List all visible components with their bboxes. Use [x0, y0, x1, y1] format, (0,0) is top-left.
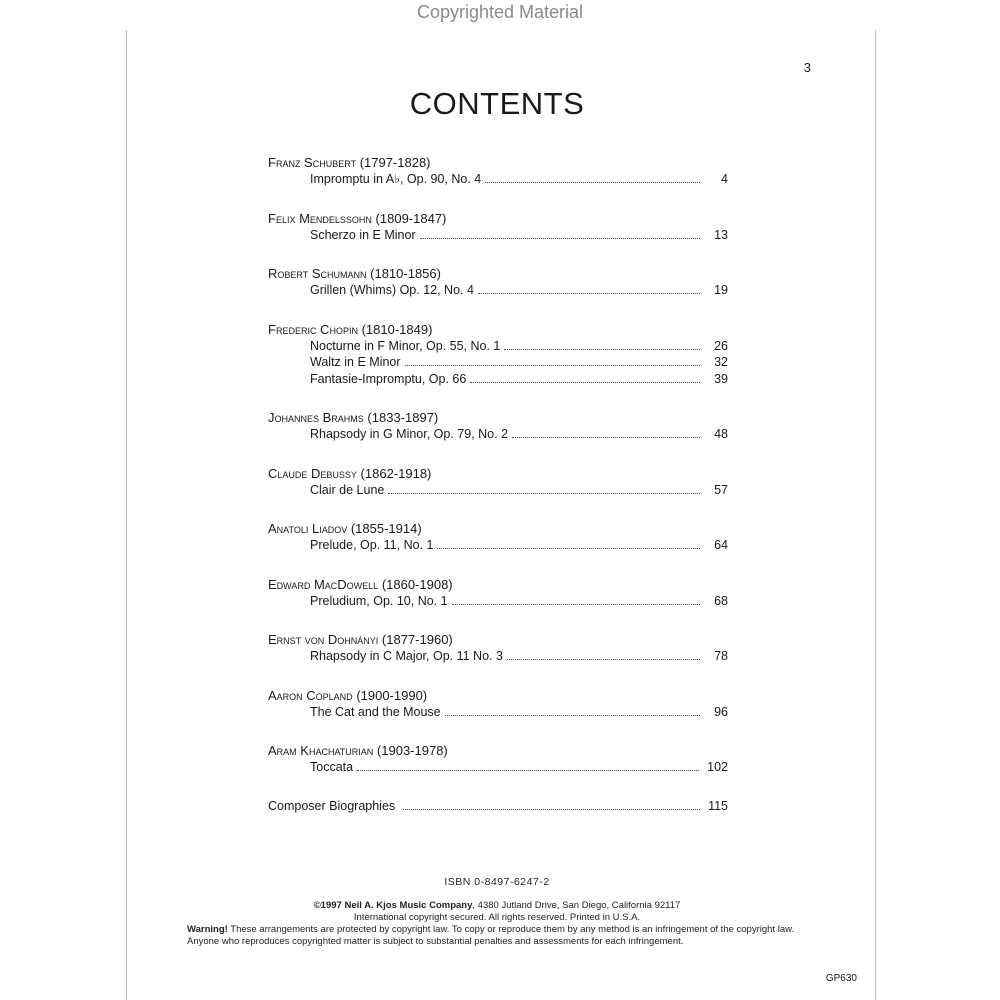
- warning-text: These arrangements are protected by copyright law. To copy or reproduce them by any method is an infringement of the copyright law. Anyone who reproduces copyrighted matter is subject to substantial penalties and assessments for each infringement.: [187, 924, 795, 947]
- composer-name: Robert Schumann: [268, 266, 367, 281]
- toc-entry[interactable]: [268, 354, 728, 371]
- entry-title: Grillen (Whims) Op. 12, No. 4: [310, 283, 474, 297]
- toc-entry-biographies[interactable]: [268, 798, 728, 815]
- toc-entry[interactable]: [268, 282, 728, 299]
- composer-name: Claude Debussy: [268, 465, 357, 481]
- dot-leader: [512, 437, 700, 438]
- toc-section: [268, 265, 728, 299]
- isbn: ISBN 0-8497-6247-2: [444, 876, 550, 888]
- composer-heading: [268, 465, 728, 482]
- composer-dates: (1833-1897): [367, 410, 439, 425]
- entry-title: Waltz in E Minor: [310, 355, 401, 369]
- entry-title: Impromptu in A♭, Op. 90, No. 4: [310, 172, 482, 186]
- page-title: CONTENTS: [409, 86, 585, 121]
- dot-leader: [485, 182, 700, 183]
- composer-dates: (1900-1990): [356, 687, 428, 703]
- entry-page: 32: [714, 355, 728, 369]
- toc-entry[interactable]: [268, 371, 728, 388]
- warning-label: Warning!: [187, 924, 228, 935]
- watermark: Copyrighted Material: [416, 2, 584, 22]
- warning-notice: [187, 924, 807, 948]
- composer-dates: (1903-1978): [376, 743, 448, 758]
- toc-section: [268, 687, 728, 721]
- entry-page: 96: [714, 704, 728, 719]
- entry-page: 64: [714, 538, 728, 552]
- entry-page: 4: [721, 172, 728, 186]
- dot-leader: [452, 604, 700, 605]
- dot-leader: [437, 548, 700, 549]
- dot-leader: [405, 365, 700, 366]
- dot-leader: [388, 493, 700, 494]
- entry-page: 13: [714, 227, 728, 242]
- composer-name: Franz Schubert: [268, 155, 357, 170]
- document-page: [126, 30, 876, 1000]
- toc-entry[interactable]: [268, 227, 728, 244]
- copyright-publisher: ©1997 Neil A. Kjos Music Company: [313, 900, 473, 911]
- composer-heading: [268, 210, 728, 227]
- page-number: 3: [803, 60, 811, 75]
- toc-section: [268, 742, 728, 776]
- dot-leader: [445, 715, 700, 716]
- entry-page: 102: [707, 760, 728, 774]
- toc-entry[interactable]: [268, 704, 728, 721]
- composer-dates: (1860-1908): [381, 576, 453, 592]
- entry-title: Scherzo in E Minor: [310, 227, 416, 242]
- toc-entry[interactable]: [268, 759, 728, 776]
- toc-section: [268, 465, 728, 499]
- composer-dates: (1797-1828): [359, 155, 431, 170]
- composer-name: Johannes Brahms: [268, 410, 364, 425]
- composer-heading: [268, 520, 728, 537]
- composer-name: Edward MacDowell: [268, 576, 379, 592]
- toc-section: [268, 631, 728, 665]
- entry-title: Rhapsody in G Minor, Op. 79, No. 2: [310, 427, 509, 441]
- composer-heading: [268, 576, 728, 593]
- composer-dates: (1855-1914): [350, 521, 422, 536]
- composer-name: Frederic Chopin: [268, 321, 358, 337]
- toc-entry[interactable]: [268, 593, 728, 610]
- toc-entry[interactable]: [268, 537, 728, 554]
- entry-page: 39: [714, 371, 728, 386]
- entry-page: 115: [708, 798, 728, 813]
- entry-page: 78: [714, 649, 728, 663]
- toc-entry[interactable]: [268, 171, 728, 188]
- composer-dates: (1810-1849): [361, 321, 433, 337]
- toc-section: [268, 576, 728, 610]
- composer-heading: [268, 742, 728, 759]
- composer-name: Felix Mendelssohn: [268, 210, 372, 226]
- composer-name: Anatoli Liadov: [268, 521, 348, 536]
- toc-section: [268, 210, 728, 244]
- composer-dates: (1810-1856): [370, 266, 441, 281]
- copyright-line: [187, 900, 807, 912]
- composer-heading: [268, 409, 728, 426]
- composer-heading: [268, 687, 728, 704]
- toc-section: [268, 409, 728, 443]
- composer-name: Aram Khachaturian: [268, 743, 374, 758]
- toc-entry[interactable]: [268, 338, 728, 355]
- copyright-secured: International copyright secured. All rights reserved. Printed in U.S.A.: [353, 912, 641, 923]
- dot-leader: [403, 809, 700, 810]
- composer-name: Ernst von Dohnányi: [268, 632, 379, 647]
- dot-leader: [470, 382, 700, 383]
- entry-title: Clair de Lune: [310, 482, 385, 497]
- toc-entry[interactable]: [268, 426, 728, 443]
- entry-title: The Cat and the Mouse: [310, 704, 441, 719]
- copyright-footer: [187, 876, 807, 948]
- toc-section: [268, 154, 728, 188]
- toc-entry[interactable]: [268, 648, 728, 665]
- entry-title: Preludium, Op. 10, No. 1: [310, 593, 448, 608]
- entry-page: 26: [714, 338, 728, 353]
- entry-title: Composer Biographies: [268, 798, 396, 813]
- composer-dates: (1809-1847): [375, 210, 447, 226]
- composer-heading: [268, 265, 728, 282]
- toc-section: [268, 321, 728, 388]
- entry-title: Prelude, Op. 11, No. 1: [310, 538, 434, 552]
- entry-page: 57: [714, 482, 728, 497]
- dot-leader: [504, 349, 700, 350]
- catalog-code: GP630: [825, 973, 857, 984]
- composer-heading: [268, 631, 728, 648]
- dot-leader: [507, 659, 700, 660]
- entry-title: Toccata: [310, 760, 354, 774]
- dot-leader: [357, 770, 699, 771]
- entry-page: 68: [714, 593, 728, 608]
- entry-page: 19: [714, 283, 728, 297]
- toc-section: [268, 520, 728, 554]
- dot-leader: [478, 293, 700, 294]
- toc-entry[interactable]: [268, 482, 728, 499]
- entry-title: Nocturne in F Minor, Op. 55, No. 1: [310, 338, 501, 353]
- copyright-address: , 4380 Jutland Drive, San Diego, California 92117: [472, 900, 681, 911]
- composer-dates: (1877-1960): [381, 632, 453, 647]
- composer-name: Aaron Copland: [268, 687, 353, 703]
- composer-heading: [268, 154, 728, 171]
- table-of-contents: [268, 154, 728, 815]
- entry-title: Rhapsody in C Major, Op. 11 No. 3: [310, 649, 503, 663]
- dot-leader: [420, 238, 700, 239]
- entry-title: Fantasie-Impromptu, Op. 66: [310, 371, 467, 386]
- composer-heading: [268, 321, 728, 338]
- composer-dates: (1862-1918): [360, 465, 432, 481]
- entry-page: 48: [714, 427, 728, 441]
